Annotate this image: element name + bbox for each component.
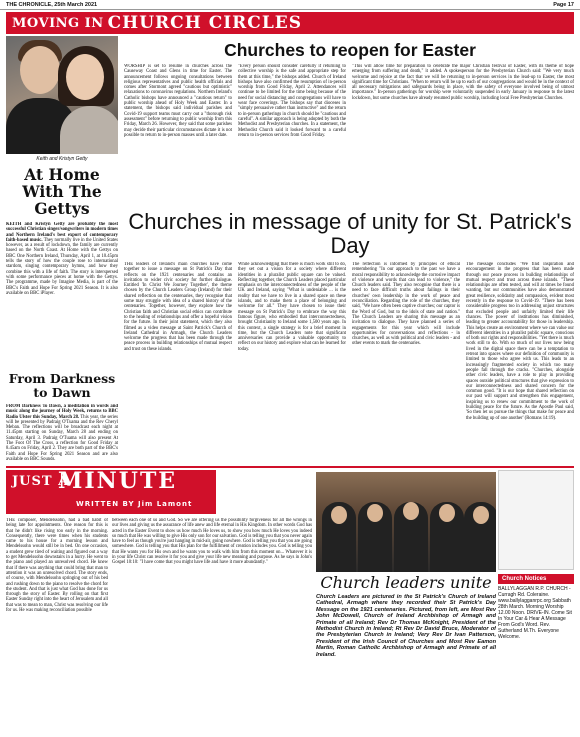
leaders-photo: [316, 472, 496, 572]
patrick-headline: Churches in message of unity for St. Patrick's Day: [128, 209, 572, 258]
minute-col-1: THE composer, Mendelssohn, had a bad habit of being late for appointments. One reason for this is that he didn't like rising too early in the morning. Consequently, there were times when his students came to his house for a morning lesson and Mendelssohn would still be in bed. On one occasion, a student grew tired of waiting and figured out a way to get Mendelssohn downstairs in a hurry. He went to the piano and played an unresolved chord. He knew that if there was anything that could bring that man to attention it was an unresolved chord. The story ends, of course, with Mendelssohn springing out of his bed and rushing down to the piano to resolve the chord for the student. And that is just what God has done for us through the story of Easter. By rolling on that first Easter Sunday right into the heart of Jerusalem and all that was to mean to man, Christ was resolving our life for us. He was making reconciliation possible: [6, 518, 108, 614]
reopen-col-1: WORSHIP is set to resume in churches across the Causeway Coast and Glens in time for Easter. The announcement follows ongoing consultations between religious representatives and public health officials and comes after Stormont agreed "cautious but optimistic" relaxations to coronavirus regulations. Northern Ireland's Catholic bishops have announced a "cautious return" to public worship ahead of Holy Week and Easter. In a statement, the bishops said individual parishes and Covid-19 support teams must carry out a "thorough risk assessment" before returning to public worship from this Friday, March 26. However, they said that some parishes may decide their particular circumstances dictate it is not possible to return to in-person masses until a later date.: [124, 64, 232, 138]
page-number: Page 17: [553, 1, 574, 8]
reopen-headline: Churches to reopen for Easter: [224, 40, 476, 60]
gettys-lead: KEITH and Kristyn Getty are probably the most successful Christian singer/songwriters in modern times and Northern Ireland's best export of contemporary faith-based music.: [6, 222, 118, 243]
reopen-col-3: "This will allow time for preparation to celebrate the major Christian festival of Easter, with its theme of hope emerging from suffering and death," it added. A spokesperson for the Presbyterian Church said: "We very much welcome and rejoice at the fact that we will be returning to in-person services in the lead-up to Easter, the most significant time for Christians. "When to return will be up to each of our congregations and would be in the context of all necessary mitigations and safeguards being in place, with the safety of everyone involved being of utmost importance." In-person gatherings for worship were voluntarily suspended in early January in response to the latest lockdown, but some churches have already resumed public worship, including local Free Presbyterian Churches.: [352, 64, 574, 101]
page-header: [0, 0, 580, 10]
minute-col-2: between each one of us and God. So we are offering us the possibility forgiveness for all the wrongs in our lives and giving us the assurance of life anew and life eternal in His Kingdom. In other words God has acted in the Easter Event to show us how much He loves us, to show you how much He loves you indeed so much that He was willing to give His only son for our salvation. God is telling you that you never again have to feel as though you're just hanging in mid-air, going nowhere. God is telling you that you are going somewhere. God is telling you that His plan for the fulfillment of creation includes you. God is telling you that He wants you for His own and he wants you to walk with him from this moment on... Whatever it is in your life Christ can resolve it for you and give your life new meaning and purpose. As he says in John's Gospel 10:10: "I have come that you might have life and have it more abundantly.": [112, 518, 312, 566]
patrick-col-1: THE leaders of Ireland's main churches have come together to issue a message on St Patrick's Day that reflects on the 1921 centenaries and contains an invitation to wider civic society for further dialogue. Entitled 'In Christ We Journey Together', the theme chosen by the Church Leaders Group (Ireland) for their shared reflection on the centenaries, they recognise that some may struggle with idea of a shared history of the centenaries. Together, however, they explore how the Christian faith and Christian social ethics can contribute to the healing of relationships and offer a hopeful vision for the future. In their joint statement, which they also filmed as a video message at Saint Patrick's Church of Ireland Cathedral in Armagh, the Church Leaders welcome the progress that has been made through the peace process in building relationships of mutual respect and trust on these islands.: [124, 262, 232, 352]
leaders-caption: Church Leaders are pictured in the St Patrick's Church of Ireland Cathedral, Armagh where they recorded their St Patrick's Day Message on the 1921 centenaries. Pictured, from left, are Most Rev John McDowell, Church of Ireland Archbishop of Armagh and Primate of all Ireland; Rev Dr Thomas McKnight, President of the Methodist Church in Ireland; Rt Rev Dr David Bruce, Moderator of the Presbyterian Church in Ireland; Very Rev Dr Ivan Patterson, President of the Irish Council of Churches and Most Rev Eamon Martin, Roman Catholic Archbishop of Armagh and Primate of all Ireland.: [316, 594, 496, 658]
darkness-lead: FROM Darkness To Dawn, a meditation in words and music along the journey of Holy Week, returns to BBC Radio Ulster this Sunday, March 28.: [6, 404, 118, 420]
darkness-article: [6, 404, 118, 462]
minute-title: MINUTE: [58, 468, 178, 494]
patrick-col-4: The message concludes "We find inspiration and encouragement in the progress that has been made through our peace process in building relationships of mutual respect and trust across these islands. "These relationships are often tested, and will at times be found wanting, but our communities have also demonstrated great resilience, solidarity and compassion, evident most recently in the response to Covid-19. "There has been considerable progress too in addressing unjust structures that excluded people and unfairly limited their life chances. The power of institutions has diminished, leading to greater accountability for those in leadership. This helps create an environment where we can value our different identities in a pluralist public square, conscious of both our rights and responsibilities. "Yet there is much work still to do. With so much of our lives now being lived in the digital space there can be a temptation to retreat into spaces where our definition of community is limited to those who agree with us. This leads to an increasingly fragmented society in which too many people fall through the cracks. "Churches, alongside other civic leaders, have a role to play in providing spaces outside political structures that give expression to our interconnectedness and shared concern for the common good. "It is our hope that shared reflection on our past will support and strengthen this engagement, inspiring us to renew our commitment to the work of building peace for the future. As the Apostle Paul said, 'So then let us pursue the things that make for peace and the building up of one another' (Romans 14:19).: [466, 262, 574, 421]
paper-dateline: THE CHRONICLE, 25th March 2021: [6, 1, 98, 8]
leaders-headline: Church leaders unite: [320, 573, 492, 592]
patrick-col-3: The reflection is informed by principles of ethical remembering "In our approach to the past we have a moral responsibility to acknowledge the corrosive impact of violence and words that can lead to violence," the Church leaders said. They also recognise that there is a need to face difficult truths about failings in their churches' own leadership in the work of peace and reconciliation. Regarding the role of the churches, they said, "We have often been captive churches; our captor is the Word of God, but to the idols of state and nation." The Church Leaders are sharing this message as an invitation to dialogue. They have planned a series of engagements for this year which will include opportunities for conversations and reflections - in churches, as well as with political and civic leaders - and other events to mark the centenaries.: [352, 262, 460, 347]
minute-just: JUST A: [12, 474, 70, 489]
gettys-article: [6, 222, 118, 368]
section-banner: [6, 12, 574, 34]
darkness-body: This year, the series will be presented by Padraig O'Tuama and the Rev Cheryl Meban. The reflections will be broadcast each night at 11.45pm starting on Sunday, March 28 and ending on Saturday, April 3. Padraig O'Tuama will also present At The Foot Of The Cross, a reflection for Good Friday at 8.45am on Friday, April 2. They are both part of the BBC's Faith and Hope For Spring 2021 Season and are also available on BBC Sounds.: [6, 414, 118, 462]
reopen-col-2: "Every person should consider carefully if returning to collective worship is the safe and appropriate step for them at this time," the bishops added. Church of Ireland bishops have also confirmed the resumption of in-person worship from Good Friday, April 2. Attendances will continue to be limited for the time being because of the need for social distancing and congregations will have to wear face coverings. The bishops say that dioceses in "simply persuasive rather than instructive" and the return to in-person gatherings in church should be "cautious and careful". A similar approach is being adopted by both the Methodist and Presbyterian churches. In a statement, the Methodist Church said it looked forward to a careful return to in-person services from Good Friday.: [238, 64, 346, 138]
gettys-photo: [6, 36, 118, 154]
gettys-caption: Keith and Kristyn Getty: [36, 156, 88, 162]
gettys-headline: At Home With The Gettys: [22, 165, 102, 218]
minute-banner: [6, 470, 216, 514]
minute-byline: WRITTEN BY Jim Lamont: [76, 500, 193, 508]
notices-body: BALLYLAGGAN R.P. CHURCH - Curragh Rd. Coleraine. www.ballylagganrpc.org Sabbath 28th March. Morning Worship 12.00 Noon. DRIVE-IN. Come Sit In Your Car & Hear A Message From God's Word. Rev. Sutherland M.Th. Everyone Welcome.: [498, 586, 572, 640]
darkness-headline: From Darkness to Dawn: [8, 371, 116, 400]
notices-heading: Church Notices: [498, 574, 574, 584]
notices-image: [498, 470, 574, 570]
gettys-body: They normally live in the United States however, as a result of lockdown, the family are currently based on the North Coast. At Home with the Gettys on BBC One Northern Ireland, Thursday, April 1, at 10.45pm tells the story of how the couple rose to international stardom, singing contemporary hymns, and how they combine this with a life of faith. The story is interspersed with some performance pieces at home with the Gettys. The programme, made by Imagine Media, is part of the BBC's Faith and Hope For Spring 2021 Season. It is also available on BBC iPlayer.: [6, 237, 118, 296]
banner-part2: CHURCH CIRCLES: [107, 13, 303, 33]
patrick-col-2: While acknowledging that there is much work still to do, they set out a vision for a society where different identities in a pluralist public square can be valued. Reflecting together, the Church Leaders placed particular emphasis on the interconnectedness of the people of the UK and Ireland, saying "What is undeniable ... is the reality that we have to live in a shared space on these islands, and to make them a place of belonging and welcome for all." They have chosen to issue their message on St Patrick's Day to embrace the way this famous figure, who embodied that interconnectedness, brought Christianity to Ireland some 1,500 years ago. In this context, a single strategy is for a brief moment in time, but the Church Leaders note that significant anniversaries can provide a valuable opportunity to reflect on our history and explore what can be learned for today.: [238, 262, 346, 352]
banner-part1: MOVING IN: [12, 15, 104, 31]
